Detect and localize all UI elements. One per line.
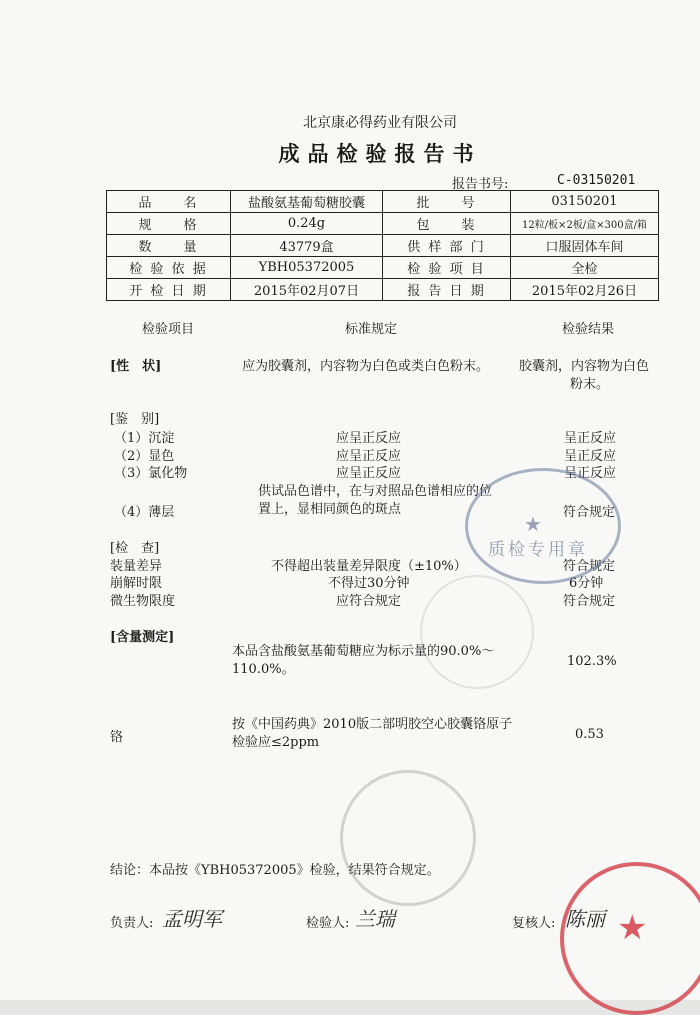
ident-item-4: （4）薄层 xyxy=(114,505,175,520)
table-row xyxy=(107,257,659,279)
open-date: 2015年02月07日 xyxy=(231,279,383,301)
batch-number: 03150201 xyxy=(511,191,659,213)
ident-standard-2: 应呈正反应 xyxy=(336,449,402,464)
supplier-value: 口服固体车间 xyxy=(511,235,659,257)
character-result-line1: 胶囊剂，内容物为白色 xyxy=(519,359,650,374)
blue-seal-text: 质检专用章 xyxy=(488,540,588,560)
reviewer-label: 复核人: xyxy=(512,916,556,931)
spec-label: 规 格 xyxy=(107,213,231,235)
column-header-item: 检验项目 xyxy=(142,322,195,337)
report-date: 2015年02月26日 xyxy=(511,279,659,301)
ident-standard-3: 应呈正反应 xyxy=(336,466,402,481)
package-label: 包 装 xyxy=(383,213,511,235)
blue-seal-star-icon: ★ xyxy=(524,512,542,536)
batch-label: 批 号 xyxy=(383,191,511,213)
column-header-result: 检验结果 xyxy=(562,322,615,337)
inspect-item-1: 装量差异 xyxy=(110,559,163,574)
ident-item-3: （3）氯化物 xyxy=(114,466,188,481)
table-row xyxy=(107,213,659,235)
chromium-result: 0.53 xyxy=(575,727,604,742)
inspect-standard-1: 不得超出装量差异限度（±10%） xyxy=(271,559,467,574)
report-number-label: 报告书号: xyxy=(452,177,509,192)
character-standard: 应为胶囊剂，内容物为白色或类白色粉末。 xyxy=(242,359,490,374)
character-result-line2: 粉末。 xyxy=(570,377,610,392)
chromium-standard: 按《中国药典》2010版二部明胶空心胶囊铬原子检验应≤2ppm xyxy=(232,717,513,750)
package-value: 12粒/板×2板/盒×300盒/箱 xyxy=(511,213,659,235)
conclusion: 结论：本品按《YBH05372005》检验，结果符合规定。 xyxy=(110,863,440,878)
ident-result-1: 呈正反应 xyxy=(564,431,617,446)
inspect-standard-2: 不得过30分钟 xyxy=(328,576,410,591)
inspection-heading: [检 查] xyxy=(110,541,160,556)
report-date-label: 报 告 日 期 xyxy=(383,279,511,301)
ident-result-4: 符合规定 xyxy=(563,505,616,520)
identification-heading: [鉴 别] xyxy=(110,412,160,427)
table-row xyxy=(107,279,659,301)
ident-result-3: 呈正反应 xyxy=(564,466,617,481)
ident-item-2: （2）显色 xyxy=(114,449,175,464)
report-title: 成品检验报告书 xyxy=(278,141,482,166)
character-heading: [性 状] xyxy=(110,359,162,374)
column-header-standard: 标准规定 xyxy=(345,322,398,337)
inspect-result-1: 符合规定 xyxy=(563,559,616,574)
product-name-label: 品 名 xyxy=(107,191,231,213)
item-label: 检 验 项 目 xyxy=(383,257,511,279)
basis-label: 检 验 依 据 xyxy=(107,257,231,279)
chromium-item: 铬 xyxy=(110,730,124,745)
table-row xyxy=(107,191,659,213)
ident-standard-4: 供试品色谱中，在与对照品色谱相应的位置上，显相同颜色的斑点 xyxy=(258,484,493,517)
responsible-label: 负责人: xyxy=(110,916,154,931)
quantity-label: 数 量 xyxy=(107,235,231,257)
inspect-item-3: 微生物限度 xyxy=(110,594,176,609)
inspector-label: 检验人: xyxy=(306,916,350,931)
basis-value: YBH05372005 xyxy=(231,257,383,279)
reviewer-signature: 陈丽 xyxy=(565,907,605,931)
assay-result: 102.3% xyxy=(567,654,617,669)
product-info-table xyxy=(106,190,659,301)
gray-seal xyxy=(340,770,476,906)
open-date-label: 开 检 日 期 xyxy=(107,279,231,301)
product-name: 盐酸氨基葡萄糖胶囊 xyxy=(231,191,383,213)
quantity-value: 43779盒 xyxy=(231,235,383,257)
supplier-label: 供 样 部 门 xyxy=(383,235,511,257)
inspect-result-3: 符合规定 xyxy=(563,594,616,609)
assay-heading: [含量测定] xyxy=(110,630,175,645)
responsible-signature: 孟明军 xyxy=(162,907,222,931)
inspect-result-2: 6分钟 xyxy=(569,576,604,591)
red-seal-star-icon: ★ xyxy=(617,908,648,948)
spec-value: 0.24g xyxy=(231,213,383,235)
item-value: 全检 xyxy=(511,257,659,279)
inspect-standard-3: 应符合规定 xyxy=(336,594,402,609)
report-number: C-03150201 xyxy=(557,173,636,188)
ident-standard-1: 应呈正反应 xyxy=(336,431,402,446)
table-row xyxy=(107,235,659,257)
assay-standard: 本品含盐酸氨基葡萄糖应为标示量的90.0%～110.0%。 xyxy=(232,644,495,677)
company-name: 北京康必得药业有限公司 xyxy=(303,115,457,131)
inspect-item-2: 崩解时限 xyxy=(110,576,163,591)
ident-item-1: （1）沉淀 xyxy=(114,431,175,446)
inspector-signature: 兰瑞 xyxy=(355,907,395,931)
ident-result-2: 呈正反应 xyxy=(564,449,617,464)
